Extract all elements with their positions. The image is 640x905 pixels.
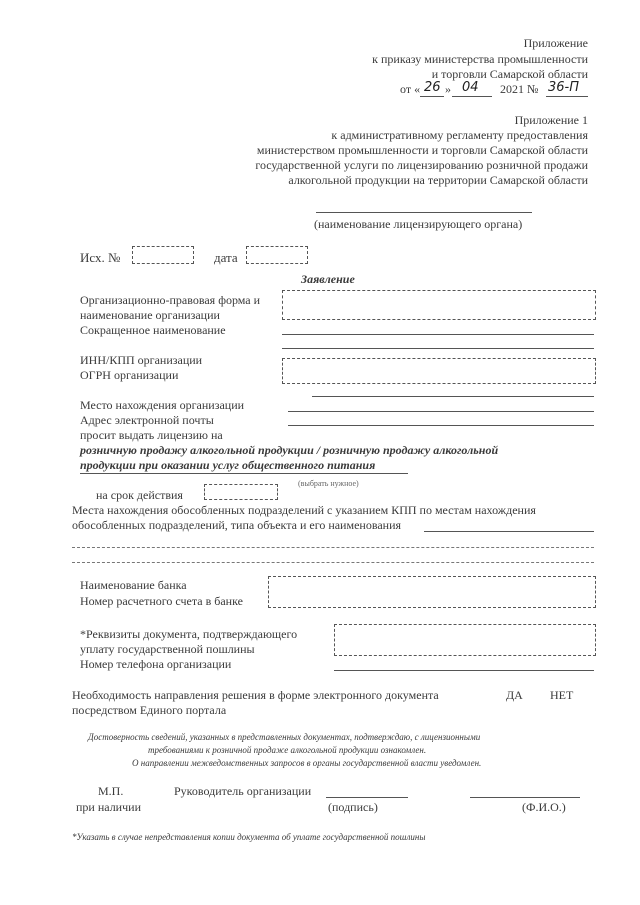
order-number: 36-П xyxy=(548,80,580,95)
full-name-field[interactable] xyxy=(470,797,580,798)
date-day: 26 xyxy=(424,80,441,95)
stamp-note: при наличии xyxy=(76,800,141,814)
location-field[interactable] xyxy=(288,411,594,412)
date-prefix: от « xyxy=(400,82,421,96)
appendix1-line-1: к административному регламенту предоставления xyxy=(331,128,588,142)
phone-label: Номер телефона организации xyxy=(80,657,232,671)
outgoing-ref-field[interactable] xyxy=(132,246,194,264)
bank-name-label: Наименование банка xyxy=(80,578,187,592)
declaration-line-1: Достоверность сведений, указанных в представленных документах, подтверждаю, с лицензионными xyxy=(88,732,481,742)
short-name-field[interactable] xyxy=(282,334,594,335)
head-label: Руководитель организации xyxy=(174,784,312,798)
outgoing-date-label: дата xyxy=(214,250,238,265)
stamp-label: М.П. xyxy=(98,784,124,798)
fee-doc-label-2: уплату государственной пошлины xyxy=(80,642,255,656)
signature-field[interactable] xyxy=(326,797,408,798)
inn-kpp-label: ИНН/КПП организации xyxy=(80,353,203,367)
date-month: 04 xyxy=(462,80,479,95)
choose-hint: (выбрать нужное) xyxy=(298,479,359,488)
signature-caption: (подпись) xyxy=(328,800,378,814)
electronic-no-option[interactable]: НЕТ xyxy=(550,688,574,702)
location-label: Место нахождения организации xyxy=(80,398,245,412)
branches-label-1: Места нахождения обособленных подразделений с указанием КПП по местам нахождения xyxy=(72,503,536,517)
form-title: Заявление xyxy=(301,272,355,286)
outgoing-ref-label: Исх. № xyxy=(80,250,121,265)
validity-field[interactable] xyxy=(204,484,278,500)
footnote: *Указать в случае непредставления копии документа об уплате государственной пошлины xyxy=(72,832,426,842)
date-year: 2021 № xyxy=(500,82,539,96)
validity-label: на срок действия xyxy=(96,488,183,502)
outgoing-date-field[interactable] xyxy=(246,246,308,264)
authority-field[interactable] xyxy=(316,212,532,213)
account-label: Номер расчетного счета в банке xyxy=(80,594,243,608)
inn-ogrn-field[interactable] xyxy=(282,358,596,384)
fee-doc-field[interactable] xyxy=(334,624,596,656)
org-form-label-1: Организационно-правовая форма и xyxy=(80,293,261,307)
appendix1-line-3: государственной услуги по лицензированию розничной продажи xyxy=(255,158,588,172)
phone-field[interactable] xyxy=(334,670,594,671)
electronic-label-1: Необходимость направления решения в форме электронного документа xyxy=(72,688,439,702)
license-type-line-2[interactable]: продукции при оказании услуг общественного питания xyxy=(80,458,376,472)
appendix1-title: Приложение 1 xyxy=(514,113,588,127)
license-type-line-1[interactable]: розничную продажу алкогольной продукции / розничную продажу алкогольной xyxy=(80,443,499,457)
request-label: просит выдать лицензию на xyxy=(80,428,223,442)
org-name-field[interactable] xyxy=(282,290,596,320)
fee-doc-label-1: *Реквизиты документа, подтверждающего xyxy=(80,627,298,641)
org-form-label-2: наименование организации xyxy=(80,308,220,322)
appendix1-line-4: алкогольной продукции на территории Самарской области xyxy=(288,173,588,187)
short-name-label: Сокращенное наименование xyxy=(80,323,226,337)
email-field[interactable] xyxy=(288,425,594,426)
appendix-title: Приложение xyxy=(523,36,588,50)
order-line-1: к приказу министерства промышленности xyxy=(372,52,588,66)
date-sep: » xyxy=(445,82,451,96)
branches-field-2[interactable] xyxy=(72,562,594,563)
electronic-label-2: посредством Единого портала xyxy=(72,703,227,717)
ogrn-label: ОГРН организации xyxy=(80,368,179,382)
declaration-line-3: О направлении межведомственных запросов в органы государственной власти уведомлен. xyxy=(132,758,482,768)
authority-caption: (наименование лицензирующего органа) xyxy=(314,217,523,231)
branches-label-2: обособленных подразделений, типа объекта и его наименования xyxy=(72,518,402,532)
full-name-caption: (Ф.И.О.) xyxy=(522,800,566,814)
email-label: Адрес электронной почты xyxy=(80,413,214,427)
order-line-2: и торговли Самарской области xyxy=(431,67,588,81)
branches-field-1[interactable] xyxy=(72,547,594,548)
declaration-line-2: требованиями к розничной продаже алкогольной продукции ознакомлен. xyxy=(148,745,427,755)
appendix1-line-2: министерством промышленности и торговли Самарской области xyxy=(256,143,588,157)
electronic-yes-option[interactable]: ДА xyxy=(506,688,523,702)
bank-account-field[interactable] xyxy=(268,576,596,608)
